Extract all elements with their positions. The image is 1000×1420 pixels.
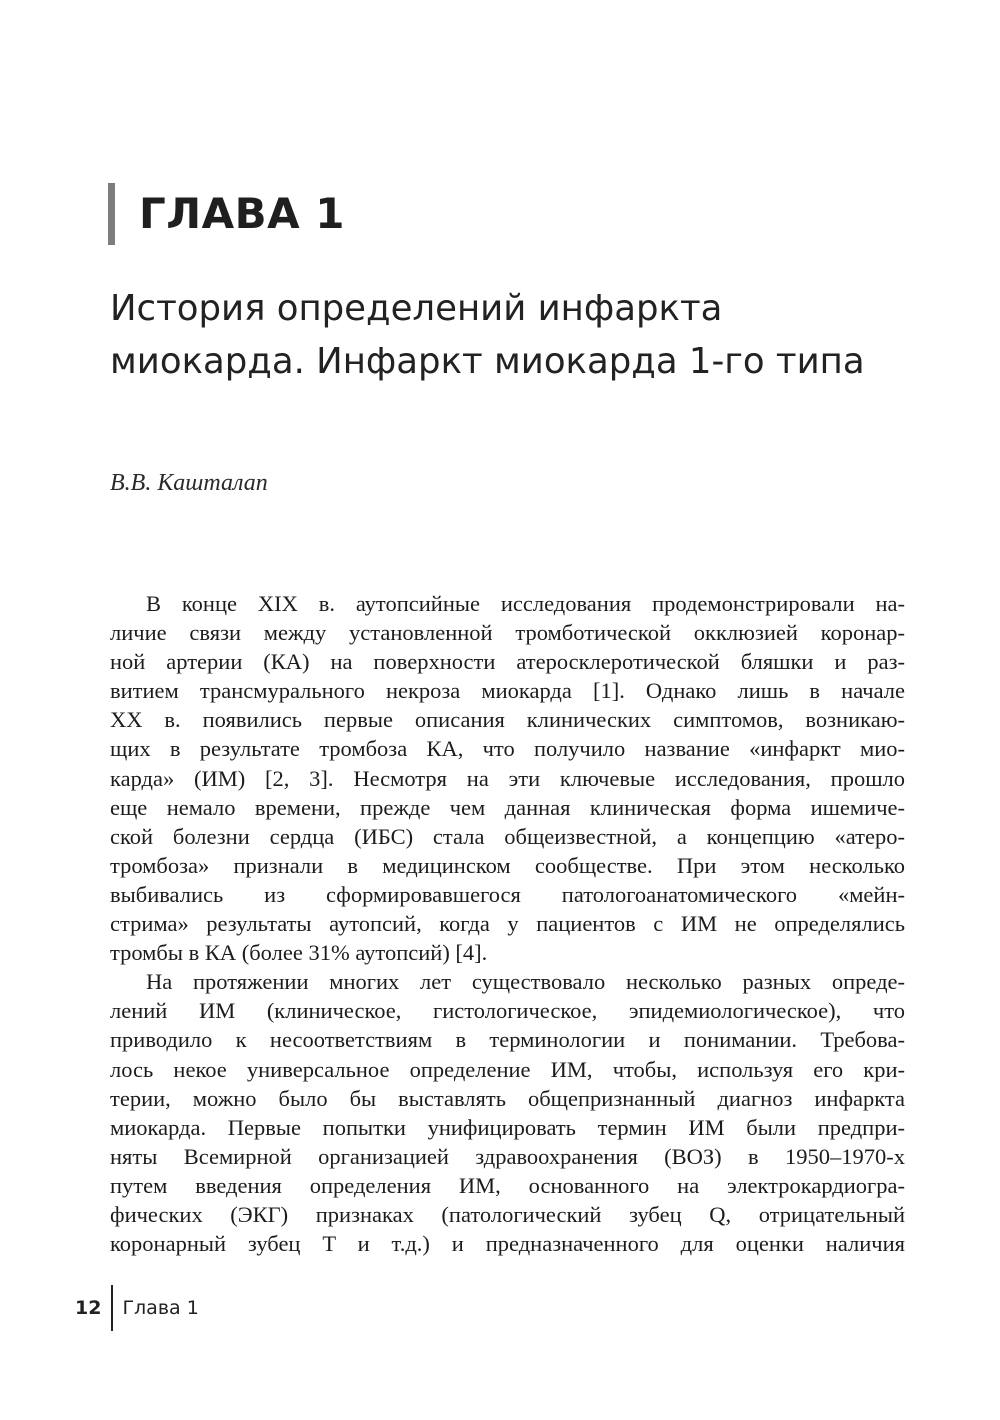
text-line: фических (ЭКГ) признаках (патологический зубец Q, отрицательный (110, 1201, 905, 1227)
text-line: няты Всемирной организацией здравоохранения (ВОЗ) в 1950–1970-х (110, 1143, 905, 1169)
body-text (110, 589, 905, 1258)
text-line: тромбы в КА (более 31% аутопсий) [4]. (110, 940, 488, 966)
text-line: В конце XIX в. аутопсийные исследования продемонстрировали на- (146, 591, 905, 616)
chapter-title (110, 282, 930, 388)
text-line: карда» (ИМ) [2, 3]. Несмотря на эти ключевые исследования, прошло (110, 765, 905, 791)
text-line: коронарный зубец T и т.д.) и предназначенного для оценки наличия (110, 1231, 905, 1257)
footer-divider (111, 1285, 113, 1331)
text-line: путем введения определения ИМ, основанного на электрокардиогра- (110, 1172, 905, 1198)
text-line: терии, можно было бы выставлять общепризнанный диагноз инфаркта (110, 1085, 905, 1111)
paragraph-2 (110, 967, 905, 1258)
text-line: щих в результате тромбоза КА, что получило название «инфаркт мио- (110, 736, 905, 762)
page-number: 12 (75, 1297, 102, 1319)
chapter-title-line: История определений инфаркта (110, 288, 723, 329)
running-head: Глава 1 (122, 1297, 199, 1319)
paragraph-1 (110, 589, 905, 967)
text-line: выбивались из сформировавшегося патологоанатомического «мейн- (110, 881, 905, 907)
page-footer (75, 1285, 199, 1331)
text-line: На протяжении многих лет существовало несколько разных опреде- (146, 969, 905, 995)
text-line: стрима» результаты аутопсий, когда у пациентов с ИМ не определялись (110, 911, 905, 937)
text-line: миокарда. Первые попытки унифицировать термин ИМ были предпри- (110, 1114, 905, 1140)
chapter-accent-bar (108, 183, 115, 245)
chapter-heading (108, 183, 345, 245)
text-line: тромбоза» признали в медицинском сообществе. При этом несколько (110, 852, 905, 878)
chapter-title-line: миокарда. Инфаркт миокарда 1-го типа (110, 341, 865, 382)
text-line: лось некое универсальное определение ИМ, чтобы, используя его кри- (110, 1056, 905, 1082)
text-line: еще немало времени, прежде чем данная клиническая форма ишемиче- (110, 794, 905, 820)
text-line: ской болезни сердца (ИБС) стала общеизвестной, а концепцию «атеро- (110, 823, 905, 849)
text-line: личие связи между установленной тромботической окклюзией коронар- (110, 620, 905, 646)
text-line: приводило к несоответствиям в терминологии и понимании. Требова- (110, 1027, 905, 1053)
chapter-label: ГЛАВА 1 (139, 189, 346, 238)
text-line: XX в. появились первые описания клинических симптомов, возникаю- (110, 707, 905, 733)
author-name: В.В. Кашталап (110, 470, 268, 496)
text-line: витием трансмурального некроза миокарда [1]. Однако лишь в начале (110, 678, 905, 704)
text-line: лений ИМ (клиническое, гистологическое, эпидемиологическое), что (110, 998, 905, 1024)
text-line: ной артерии (КА) на поверхности атеросклеротической бляшки и раз- (110, 649, 905, 675)
